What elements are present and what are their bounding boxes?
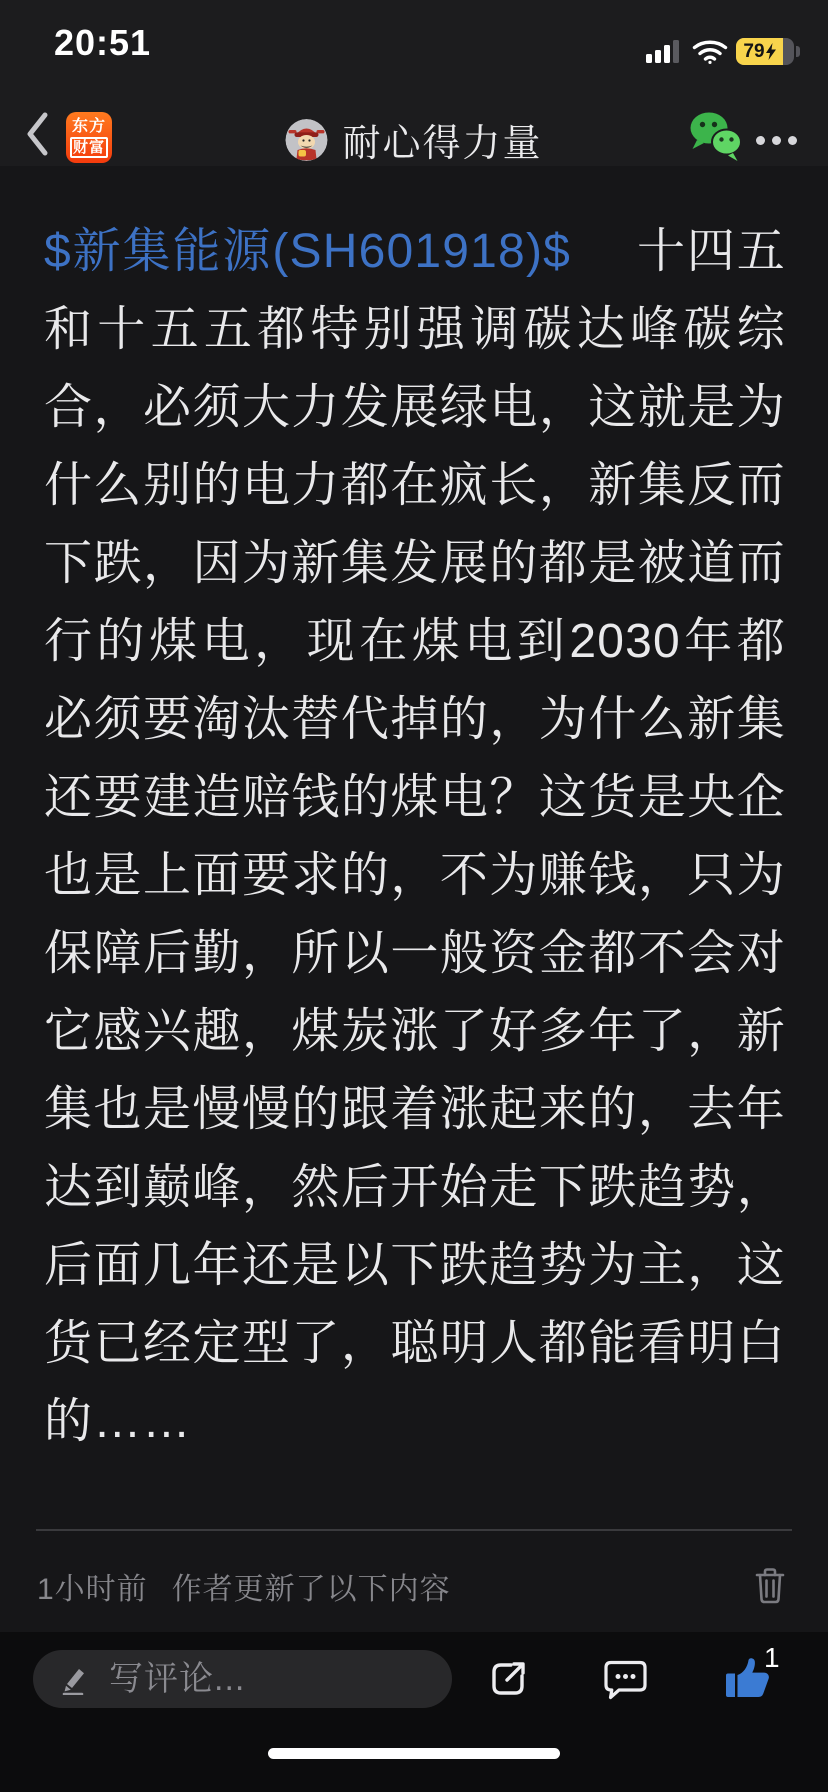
wifi-icon xyxy=(692,39,728,70)
post-body: 十四五和十五五都特别强调碳达峰碳综合，必须大力发展绿电，这就是为什么别的电力都在疯长，新集反而下跌，因为新集发展的都是被道而行的煤电，现在煤电到2030年都必须要淘汰替代掉的，为什么新集还要建造赔钱的煤电？这货是央企也是上面要求的，不为赚钱，只为保障后勤，所以一般资金都不会对它感兴趣，煤炭涨了好多年了，新集也是慢慢的跟着涨起来的，去年达到巅峰，然后开始走下跌趋势，后面几年还是以下跌趋势为主，这货已经定型了，聪明人都能看明白的…… xyxy=(44,225,786,1448)
share-button[interactable] xyxy=(487,1658,529,1700)
eastmoney-logo[interactable] xyxy=(66,112,112,163)
divider xyxy=(36,1529,792,1531)
update-note: 作者更新了以下内容 xyxy=(171,1573,451,1606)
like-count: 1 xyxy=(764,1642,780,1673)
more-button[interactable] xyxy=(756,130,808,150)
ellipsis-icon xyxy=(756,136,765,145)
status-time: 20:51 xyxy=(54,22,152,63)
composer-bar xyxy=(0,1632,828,1792)
logo-text-line2: 财富 xyxy=(70,137,108,158)
wechat-share-button[interactable] xyxy=(686,110,744,162)
battery-percent: 79 xyxy=(743,41,765,62)
nav-title-group xyxy=(285,112,542,167)
comment-bubble-icon xyxy=(602,1659,648,1701)
share-icon xyxy=(487,1658,529,1700)
comment-input-pill[interactable] xyxy=(33,1650,452,1708)
god-of-wealth-avatar-icon xyxy=(285,119,327,161)
post-time-ago: 1小时前 xyxy=(37,1573,148,1606)
page-title: 耐心得力量 xyxy=(342,123,543,165)
chevron-left-icon xyxy=(24,111,50,157)
back-button[interactable] xyxy=(24,108,60,160)
like-button[interactable] xyxy=(724,1642,784,1706)
meta-row xyxy=(37,1562,786,1610)
delete-button[interactable] xyxy=(754,1567,786,1605)
battery-cap xyxy=(796,46,800,57)
cellular-signal-icon xyxy=(646,40,680,68)
charging-bolt-icon xyxy=(766,43,776,60)
stock-link[interactable]: $新集能源(SH601918)$ xyxy=(44,225,572,278)
write-pencil-icon xyxy=(61,1664,89,1695)
header xyxy=(0,0,828,166)
trash-icon xyxy=(754,1567,786,1605)
post-content xyxy=(0,166,828,1632)
comments-button[interactable] xyxy=(602,1659,648,1701)
battery-icon xyxy=(736,38,794,65)
post-text xyxy=(0,166,828,1461)
wechat-icon xyxy=(686,110,744,162)
comment-input[interactable] xyxy=(107,1659,432,1700)
home-indicator[interactable] xyxy=(268,1748,560,1759)
avatar[interactable] xyxy=(285,119,327,161)
logo-text-line1: 东方 xyxy=(71,118,106,135)
